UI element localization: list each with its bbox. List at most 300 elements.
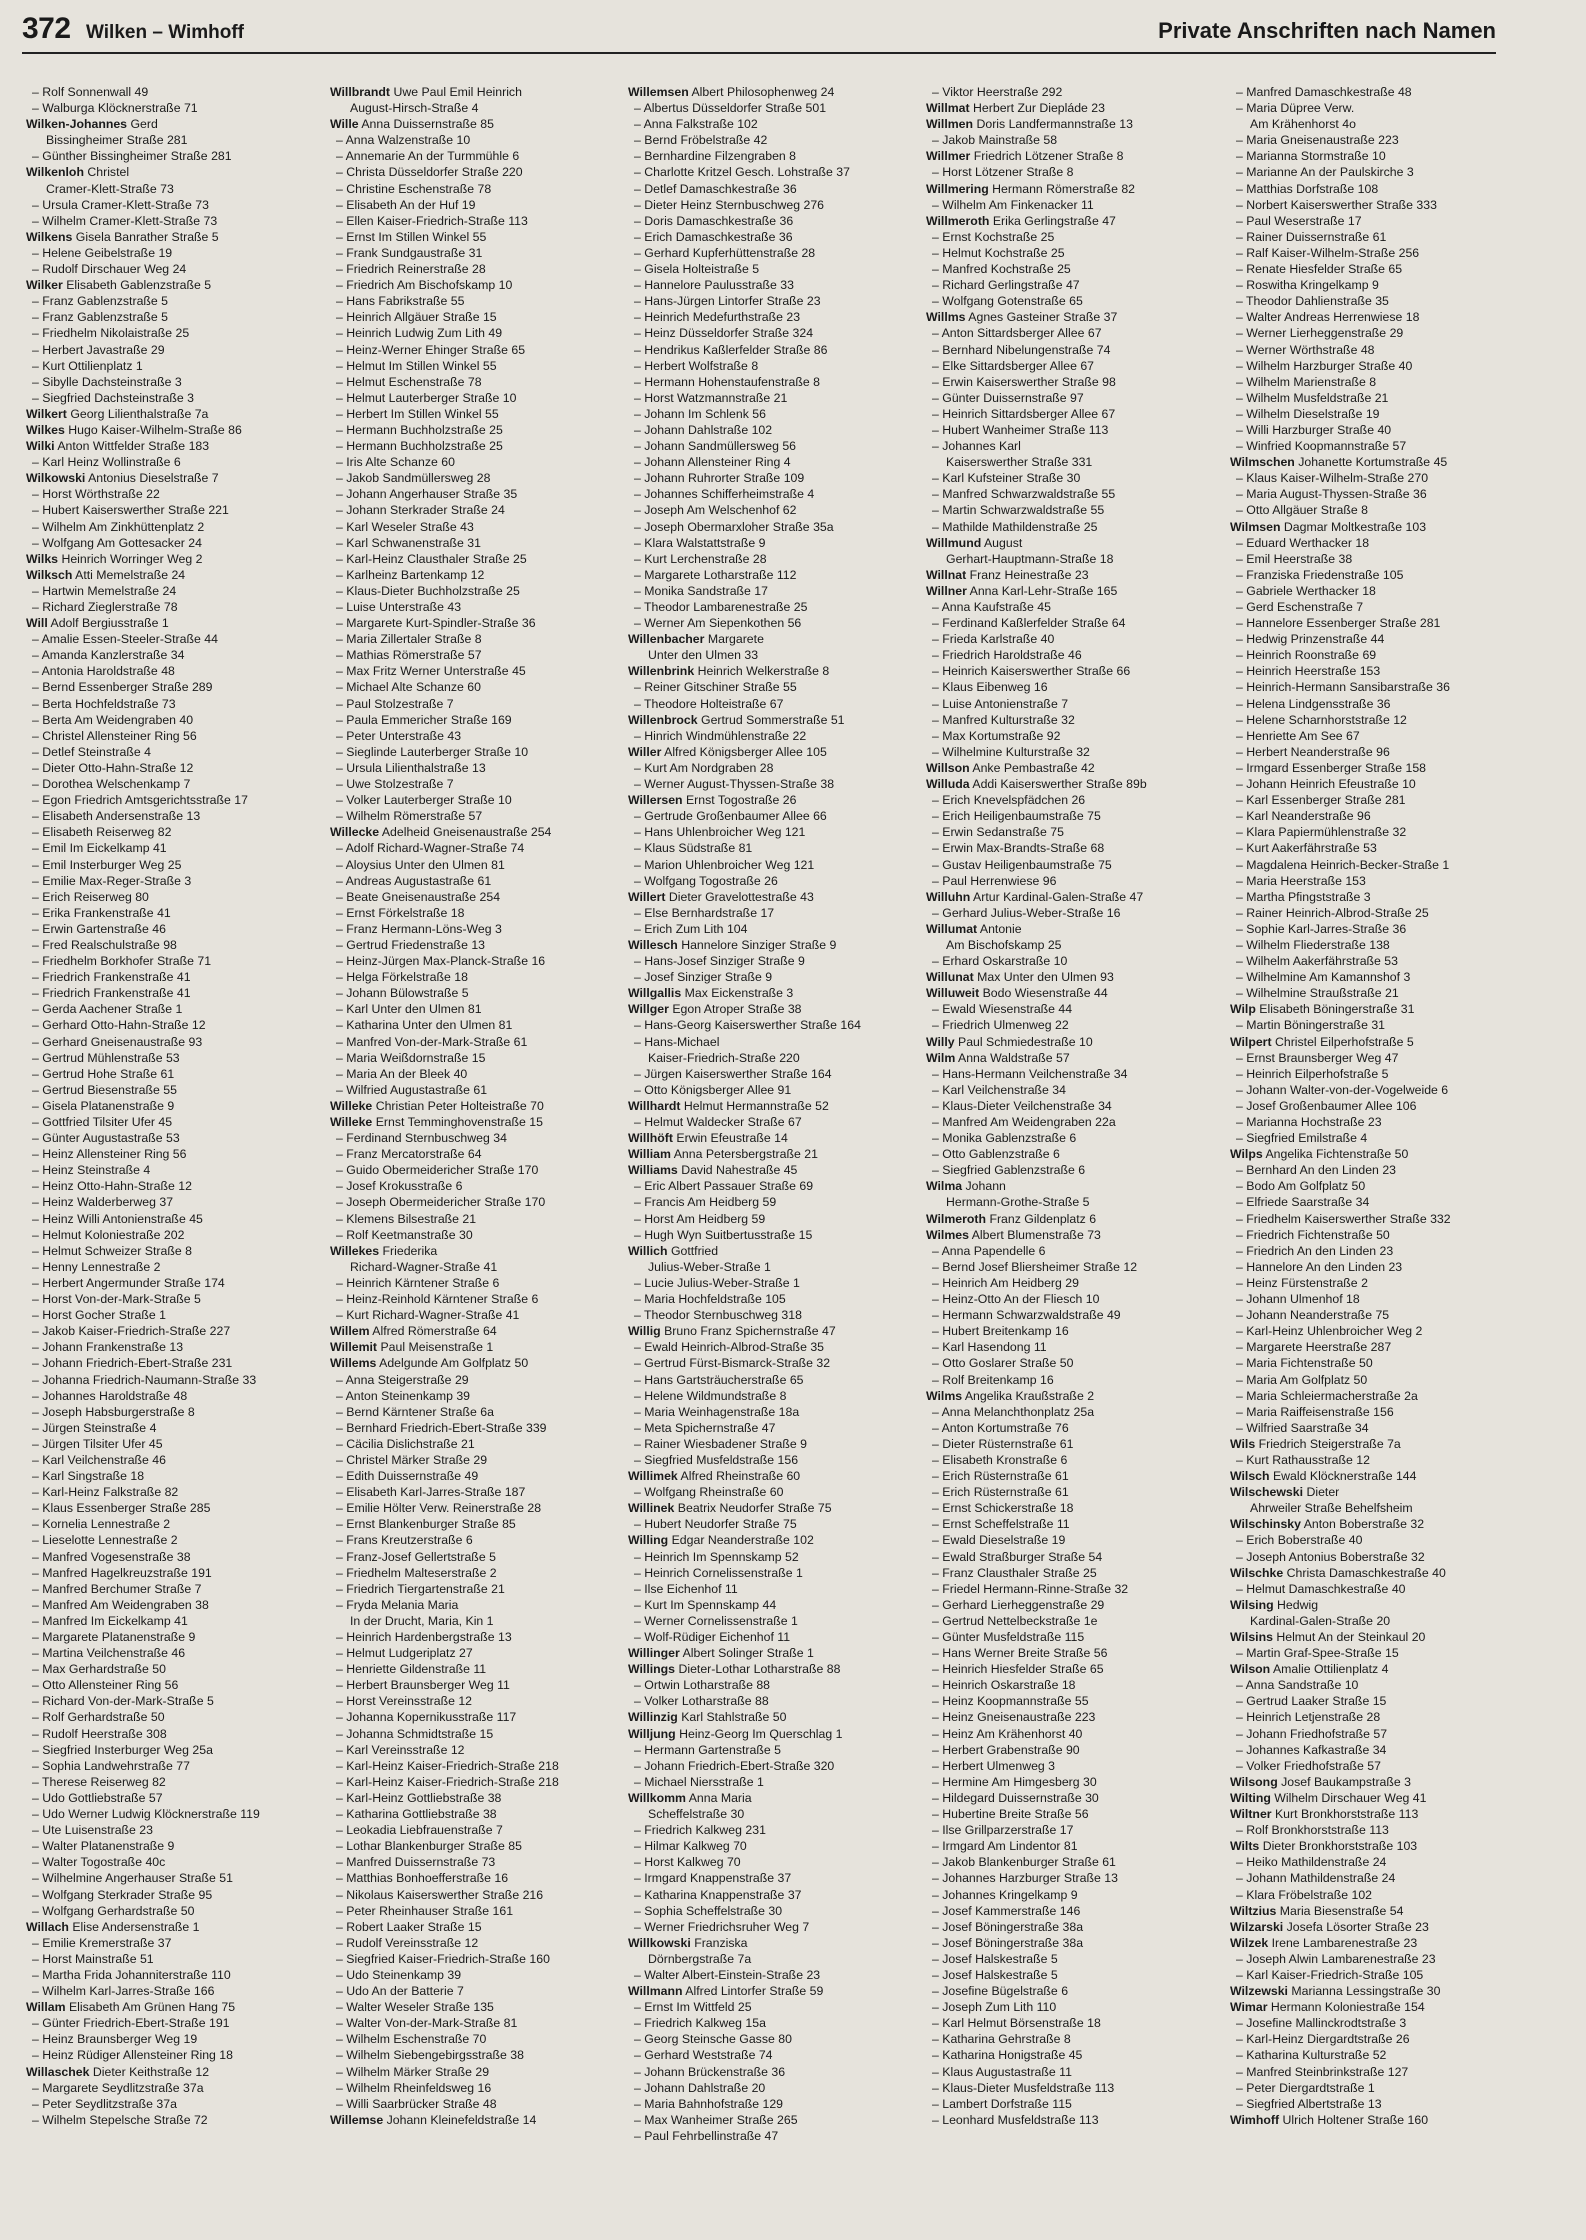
directory-entry xyxy=(628,2080,913,2096)
entry-text: – Richard Von-der-Mark-Straße 5 xyxy=(32,1694,214,1709)
directory-entry xyxy=(926,1790,1211,1806)
entry-text: – Günter Friedrich-Ebert-Straße 191 xyxy=(32,2016,230,2031)
entry-text: – Heinrich Heerstraße 153 xyxy=(1236,664,1381,679)
directory-entry xyxy=(1230,2047,1515,2063)
directory-entry xyxy=(926,631,1211,647)
entry-text: – Manfred Steinbrinkstraße 127 xyxy=(1236,2064,1409,2079)
entry-text: – Hans-Josef Sinziger Straße 9 xyxy=(634,954,805,969)
directory-entry xyxy=(1230,1565,1515,1581)
entry-text: – Hans Werner Breite Straße 56 xyxy=(932,1646,1108,1661)
entry-text: – Hermine Am Himgesberg 30 xyxy=(932,1774,1097,1789)
directory-entry xyxy=(1230,824,1515,840)
entry-text: – Hinrich Windmühlenstraße 22 xyxy=(634,728,807,743)
entry-text: Dörnbergstraße 7a xyxy=(648,1951,752,1966)
directory-entry xyxy=(1230,1259,1515,1275)
directory-entry xyxy=(926,2064,1211,2080)
directory-entry xyxy=(1230,1275,1515,1291)
entry-text: – Franz Mercatorstraße 64 xyxy=(336,1147,482,1162)
directory-entry xyxy=(628,164,913,180)
entry-text: – Therese Reiserweg 82 xyxy=(32,1774,166,1789)
entry-text: Dieter xyxy=(1306,1485,1340,1500)
directory-entry xyxy=(26,277,311,293)
entry-text: – Franz Gablenzstraße 5 xyxy=(32,310,169,325)
entry-text: – Kurt Lerchenstraße 28 xyxy=(634,551,767,566)
directory-entry xyxy=(26,1082,311,1098)
directory-entry xyxy=(628,905,913,921)
surname: Willy xyxy=(926,1034,955,1049)
directory-entry xyxy=(1230,1211,1515,1227)
entry-text: – Emilie Hölter Verw. Reinerstraße 28 xyxy=(336,1501,542,1516)
directory-entry xyxy=(330,470,615,486)
entry-text: – Herbert Wolfstraße 8 xyxy=(634,358,759,373)
entry-text: – Heinrich Kärntener Straße 6 xyxy=(336,1275,500,1290)
entry-text: – Gertrud Friedenstraße 13 xyxy=(336,937,485,952)
surname: Wimar xyxy=(1230,2000,1268,2015)
directory-entry xyxy=(926,1613,1211,1629)
directory-entry xyxy=(330,406,615,422)
directory-entry xyxy=(330,164,615,180)
directory-entry xyxy=(330,1870,615,1886)
directory-entry xyxy=(926,1597,1211,1613)
entry-text: – Hilmar Kalkweg 70 xyxy=(634,1839,747,1854)
directory-entry xyxy=(26,1017,311,1033)
entry-text: Paul Meisenstraße 1 xyxy=(380,1340,494,1355)
entry-text: – Gabriele Werthacker 18 xyxy=(1236,583,1376,598)
entry-text: – Franz Gablenzstraße 5 xyxy=(32,294,169,309)
entry-text: – Ute Luisenstraße 23 xyxy=(32,1823,153,1838)
entry-text: – Johann Dahlstraße 102 xyxy=(634,422,773,437)
entry-text: – Volker Lauterberger Straße 10 xyxy=(336,793,512,808)
entry-text: Heinrich Welkerstraße 8 xyxy=(697,664,830,679)
directory-entry xyxy=(26,406,311,422)
entry-text: – Gertrud Mühlenstraße 53 xyxy=(32,1050,180,1065)
directory-entry xyxy=(926,164,1211,180)
entry-text: – Frans Kreutzerstraße 6 xyxy=(336,1533,473,1548)
entry-text: – Johannes Kringelkamp 9 xyxy=(932,1887,1078,1902)
entry-text: – Horst Lötzener Straße 8 xyxy=(932,165,1074,180)
surname: Willinek xyxy=(628,1501,675,1516)
directory-entry xyxy=(628,1822,913,1838)
entry-text: – Johanna Friedrich-Naumann-Straße 33 xyxy=(32,1372,257,1387)
directory-entry xyxy=(1230,2031,1515,2047)
entry-text: – Rolf Gerhardstraße 50 xyxy=(32,1710,165,1725)
entry-text: – Katharina Honigstraße 45 xyxy=(932,2048,1083,2063)
entry-text: Richard-Wagner-Straße 41 xyxy=(350,1259,498,1274)
entry-text: – Elisabeth An der Huf 19 xyxy=(336,197,476,212)
directory-entry xyxy=(628,679,913,695)
entry-text: – Walter Togostraße 40c xyxy=(32,1855,166,1870)
directory-entry xyxy=(926,1452,1211,1468)
entry-text: – Adolf Richard-Wagner-Straße 74 xyxy=(336,841,525,856)
surname: Willinzig xyxy=(628,1710,678,1725)
entry-text: – Hermann Buchholzstraße 25 xyxy=(336,422,503,437)
entry-text: – Hartwin Memelstraße 24 xyxy=(32,583,177,598)
entry-text: – Karl-Heinz Gottliebstraße 38 xyxy=(336,1790,502,1805)
entry-text: – Klaus-Dieter Musfeldstraße 113 xyxy=(932,2080,1115,2095)
entry-text: – Wilhelm Aakerfährstraße 53 xyxy=(1236,954,1398,969)
entry-text: – Amanda Kanzlerstraße 34 xyxy=(32,648,185,663)
entry-text: – Manfred Schwarzwaldstraße 55 xyxy=(932,487,1116,502)
directory-entry xyxy=(926,197,1211,213)
directory-entry xyxy=(1230,873,1515,889)
surname: Willimek xyxy=(628,1469,678,1484)
directory-entry xyxy=(26,615,311,631)
entry-text: – Günter Musfeldstraße 115 xyxy=(932,1630,1085,1644)
entry-text: – Siegfried Gablenzstraße 6 xyxy=(932,1163,1086,1178)
entry-text: – Beate Gneisenaustraße 254 xyxy=(336,889,501,904)
entry-text: – Wolf-Rüdiger Eichenhof 11 xyxy=(634,1630,791,1644)
directory-entry xyxy=(1230,1114,1515,1130)
entry-text: Johann Kleinefeldstraße 14 xyxy=(386,2112,537,2127)
directory-entry xyxy=(330,1194,615,1210)
entry-text: – Johann Sterkrader Straße 24 xyxy=(336,503,505,518)
directory-entry xyxy=(926,583,1211,599)
directory-entry xyxy=(628,1050,913,1066)
entry-text: – Christa Düsseldorfer Straße 220 xyxy=(336,165,523,180)
entry-text: – Johannes Haroldstraße 48 xyxy=(32,1388,188,1403)
directory-entry xyxy=(26,1372,311,1388)
entry-text: – Heinz Walderberweg 37 xyxy=(32,1195,174,1210)
directory-entry xyxy=(1230,1066,1515,1082)
directory-entry xyxy=(330,728,615,744)
surname: Willer xyxy=(628,744,662,759)
directory-entry xyxy=(26,696,311,712)
surname: Willig xyxy=(628,1324,661,1339)
surname: Willger xyxy=(628,1002,669,1017)
directory-entry xyxy=(926,213,1211,229)
entry-text: – Ilse Eichenhof 11 xyxy=(634,1581,738,1596)
directory-entry xyxy=(26,1516,311,1532)
entry-text: – Detlef Steinstraße 4 xyxy=(32,744,151,759)
directory-entry xyxy=(926,502,1211,518)
directory-entry xyxy=(330,309,615,325)
directory-entry xyxy=(926,1500,1211,1516)
directory-entry xyxy=(330,1098,615,1114)
entry-text: – Heinrich Hardenbergstraße 13 xyxy=(336,1630,512,1644)
entry-text: – Christel Märker Straße 29 xyxy=(336,1452,488,1467)
entry-text: – Joseph Obermeidericher Straße 170 xyxy=(336,1195,546,1210)
directory-entry xyxy=(1230,1919,1515,1935)
directory-entry xyxy=(628,1194,913,1210)
directory-entry xyxy=(26,1211,311,1227)
directory-entry xyxy=(926,309,1211,325)
entry-text: – Karl Neanderstraße 96 xyxy=(1236,809,1371,824)
directory-entry xyxy=(628,1677,913,1693)
directory-entry xyxy=(628,712,913,728)
entry-text: – Wilhelm Rheinfeldsweg 16 xyxy=(336,2080,492,2095)
directory-entry xyxy=(926,1050,1211,1066)
directory-entry xyxy=(628,2015,913,2031)
directory-entry xyxy=(1230,197,1515,213)
entry-text: – Manfred Kochstraße 25 xyxy=(932,262,1071,277)
entry-text: – Ewald Straßburger Straße 54 xyxy=(932,1549,1103,1564)
directory-entry xyxy=(1230,1372,1515,1388)
entry-text: – Georg Steinsche Gasse 80 xyxy=(634,2032,792,2047)
entry-text: Anna Maria xyxy=(688,1790,752,1805)
entry-text: – Ewald Dieselstraße 19 xyxy=(932,1533,1066,1548)
entry-text: – Josef Böningerstraße 38a xyxy=(932,1919,1084,1934)
directory-entry xyxy=(926,422,1211,438)
entry-text: – Heinz Otto-Hahn-Straße 12 xyxy=(32,1179,192,1194)
entry-text: – Martin Schwarzwaldstraße 55 xyxy=(932,503,1105,518)
entry-text: – Heinz Allensteiner Ring 56 xyxy=(32,1147,187,1162)
surname: Wilzarski xyxy=(1230,1919,1284,1934)
entry-text: – Klaus Südstraße 81 xyxy=(634,841,753,856)
entry-text: – Karl-Heinz Kaiser-Friedrich-Straße 218 xyxy=(336,1774,559,1789)
directory-entry xyxy=(926,1967,1211,1983)
directory-entry xyxy=(26,1034,311,1050)
directory-entry xyxy=(926,1726,1211,1742)
directory-entry xyxy=(1230,921,1515,937)
entry-text: – Kurt Richard-Wagner-Straße 41 xyxy=(336,1308,520,1323)
entry-text: Elisabeth Böningerstraße 31 xyxy=(1259,1002,1415,1017)
directory-entry xyxy=(26,808,311,824)
directory-entry xyxy=(330,213,615,229)
entry-text: – Wilhelm Marienstraße 8 xyxy=(1236,374,1377,389)
entry-text: Ahrweiler Straße Behelfsheim xyxy=(1250,1501,1413,1516)
surname: Wilma xyxy=(926,1179,963,1194)
directory-entry xyxy=(1230,1951,1515,1967)
directory-entry xyxy=(26,1339,311,1355)
directory-entry xyxy=(628,1130,913,1146)
entry-text: Friedrich Lötzener Straße 8 xyxy=(973,149,1124,164)
directory-entry xyxy=(330,1066,615,1082)
directory-entry xyxy=(628,1742,913,1758)
directory-entry xyxy=(1230,631,1515,647)
directory-entry xyxy=(1230,1661,1515,1677)
surname: Wilsing xyxy=(1230,1597,1274,1612)
entry-text: – Ewald Wiesenstraße 44 xyxy=(932,1002,1073,1017)
entry-text: Friedrich Steigerstraße 7a xyxy=(1258,1436,1401,1451)
directory-entry xyxy=(628,1323,913,1339)
entry-text: Doris Landfermannstraße 13 xyxy=(976,117,1133,132)
directory-entry xyxy=(926,470,1211,486)
directory-entry xyxy=(26,213,311,229)
directory-entry xyxy=(926,229,1211,245)
entry-text: – Elke Sittardsberger Allee 67 xyxy=(932,358,1095,373)
directory-entry xyxy=(26,1806,311,1822)
entry-text: – Johann Heinrich Efeustraße 10 xyxy=(1236,777,1416,792)
directory-entry xyxy=(926,1211,1211,1227)
directory-entry xyxy=(628,1629,913,1645)
entry-text: – Edith Duissernstraße 49 xyxy=(336,1469,479,1484)
directory-entry xyxy=(628,857,913,873)
directory-entry xyxy=(926,567,1211,583)
entry-text: – Friedhelm Malteserstraße 2 xyxy=(336,1565,497,1580)
directory-entry xyxy=(1230,696,1515,712)
entry-text: – Ernst Schickerstraße 18 xyxy=(932,1501,1074,1516)
entry-text: Max Unter den Ulmen 93 xyxy=(977,970,1114,985)
entry-text: – Maria Weinhagenstraße 18a xyxy=(634,1404,800,1419)
entry-text: – Johann Angerhauser Straße 35 xyxy=(336,487,518,502)
entry-text: – Walter Von-der-Mark-Straße 81 xyxy=(336,2016,518,2031)
entry-text: – Sophia Scheffelstraße 30 xyxy=(634,1903,783,1918)
directory-entry xyxy=(1230,1597,1515,1613)
directory-entry xyxy=(1230,454,1515,470)
entry-text: Friederika xyxy=(382,1243,438,1258)
entry-text: – Heinrich Medefurthstraße 23 xyxy=(634,310,801,325)
directory-entry xyxy=(26,1742,311,1758)
directory-entry xyxy=(26,309,311,325)
directory-entry xyxy=(330,116,615,132)
directory-entry xyxy=(26,1227,311,1243)
entry-text: – Irmgard Knappenstraße 37 xyxy=(634,1871,792,1886)
column-1 xyxy=(26,84,311,2128)
entry-text: – Dieter Rüsternstraße 61 xyxy=(932,1436,1074,1451)
entry-text: – Manfred Hagelkreuzstraße 191 xyxy=(32,1565,212,1580)
entry-text: – Heinrich Hiesfelder Straße 65 xyxy=(932,1662,1104,1677)
entry-text: Angelika Kraußstraße 2 xyxy=(964,1388,1095,1403)
directory-entry xyxy=(628,1951,913,1967)
entry-text: – Karl Weseler Straße 43 xyxy=(336,519,474,534)
directory-entry xyxy=(628,1919,913,1935)
directory-entry xyxy=(330,1323,615,1339)
entry-text: – Heinz-Otto An der Fliesch 10 xyxy=(932,1292,1100,1307)
surname: Wilschke xyxy=(1230,1565,1284,1580)
entry-text: – Maria Weißdornstraße 15 xyxy=(336,1050,486,1065)
surname: Willuhn xyxy=(926,889,971,904)
directory-entry xyxy=(26,647,311,663)
directory-entry xyxy=(628,325,913,341)
entry-text: – Manfred Duissernstraße 73 xyxy=(336,1855,496,1870)
entry-text: – Anna Melanchthonplatz 25a xyxy=(932,1404,1095,1419)
entry-text: – Josef Böningerstraße 38a xyxy=(932,1935,1084,1950)
directory-entry xyxy=(26,792,311,808)
directory-entry xyxy=(26,470,311,486)
directory-entry xyxy=(1230,905,1515,921)
directory-entry xyxy=(330,1017,615,1033)
entry-text: – Andreas Augustastraße 61 xyxy=(336,873,492,888)
entry-text: – Heinrich Roonstraße 69 xyxy=(1236,648,1377,663)
entry-text: – Rolf Breitenkamp 16 xyxy=(932,1372,1054,1387)
entry-text: – Hans Gartsträucherstraße 65 xyxy=(634,1372,804,1387)
directory-entry xyxy=(1230,663,1515,679)
entry-text: – Gisela Platanenstraße 9 xyxy=(32,1098,175,1113)
entry-text: – Karl Vereinsstraße 12 xyxy=(336,1742,465,1757)
entry-text: – Wolfgang Togostraße 26 xyxy=(634,873,778,888)
entry-text: – Horst Vereinsstraße 12 xyxy=(336,1694,473,1709)
surname: Willmat xyxy=(926,101,970,116)
directory-entry xyxy=(1230,1677,1515,1693)
entry-text: – Hans-Hermann Veilchenstraße 34 xyxy=(932,1066,1128,1081)
directory-entry xyxy=(26,2112,311,2128)
surname: Willem xyxy=(330,1324,370,1339)
surname: Wilzek xyxy=(1230,1935,1269,1950)
directory-entry xyxy=(628,2112,913,2128)
directory-entry xyxy=(628,1645,913,1661)
directory-entry xyxy=(1230,470,1515,486)
entry-text: – Günter Duissernstraße 97 xyxy=(932,390,1084,405)
directory-entry xyxy=(628,1001,913,1017)
entry-text: – Hedwig Prinzenstraße 44 xyxy=(1236,632,1385,647)
directory-entry xyxy=(1230,309,1515,325)
entry-text: – Marion Uhlenbroicher Weg 121 xyxy=(634,857,815,872)
directory-entry xyxy=(926,1355,1211,1371)
surname: Willenbrock xyxy=(628,712,698,727)
entry-text: – Klemens Bilsestraße 21 xyxy=(336,1211,477,1226)
directory-entry xyxy=(26,1050,311,1066)
directory-entry xyxy=(330,1613,615,1629)
directory-entry xyxy=(1230,1098,1515,1114)
entry-text: Ewald Klöcknerstraße 144 xyxy=(1272,1469,1417,1484)
entry-text: – Jürgen Kaiserswerther Straße 164 xyxy=(634,1066,832,1081)
surname: Willings xyxy=(628,1662,676,1677)
directory-entry xyxy=(26,1983,311,1999)
directory-entry xyxy=(1230,1291,1515,1307)
entry-text: – Manfred Im Eickelkamp 41 xyxy=(32,1613,188,1628)
entry-text: – Willi Saarbrücker Straße 48 xyxy=(336,2096,497,2111)
directory-entry xyxy=(1230,1484,1515,1500)
entry-text: – Frank Sundgaustraße 31 xyxy=(336,245,483,260)
entry-text: Artur Kardinal-Galen-Straße 47 xyxy=(973,889,1144,904)
entry-text: – Siegfried Kaiser-Friedrich-Straße 160 xyxy=(336,1951,550,1966)
entry-text: – Margarete Lotharstraße 112 xyxy=(634,567,797,582)
directory-entry xyxy=(330,84,615,100)
directory-entry xyxy=(1230,84,1515,100)
directory-entry xyxy=(330,390,615,406)
directory-entry xyxy=(330,1645,615,1661)
entry-text: – Johann Sandmüllersweg 56 xyxy=(634,439,797,454)
directory-entry xyxy=(926,535,1211,551)
entry-text: – Walter Platanenstraße 9 xyxy=(32,1839,175,1854)
surname: Willbrandt xyxy=(330,85,391,99)
entry-text: – Manfred Am Weidengraben 22a xyxy=(932,1115,1116,1129)
entry-text: – Friedrich Ulmenweg 22 xyxy=(932,1018,1069,1033)
directory-entry xyxy=(1230,1420,1515,1436)
directory-entry xyxy=(26,1967,311,1983)
directory-entry xyxy=(926,1677,1211,1693)
entry-text: – Hermann Schwarzwaldstraße 49 xyxy=(932,1308,1121,1323)
directory-entry xyxy=(330,873,615,889)
directory-entry xyxy=(26,358,311,374)
entry-text: – Marianna Stormstraße 10 xyxy=(1236,149,1386,164)
entry-text: Kaiser-Friedrich-Straße 220 xyxy=(648,1050,800,1065)
entry-text: – Wilhelmine Am Kamannshof 3 xyxy=(1236,970,1411,985)
entry-text: Ernst Temminghovenstraße 15 xyxy=(375,1115,543,1129)
directory-entry xyxy=(926,181,1211,197)
directory-entry xyxy=(26,728,311,744)
entry-text: – Sieglinde Lauterberger Straße 10 xyxy=(336,744,529,759)
entry-text: – Heinrich Allgäuer Straße 15 xyxy=(336,310,497,325)
directory-entry xyxy=(330,776,615,792)
entry-text: – Eduard Werthacker 18 xyxy=(1236,535,1370,550)
directory-entry xyxy=(628,1034,913,1050)
entry-text: – Klaus Essenberger Straße 285 xyxy=(32,1501,211,1516)
entry-text: Erwin Efeustraße 14 xyxy=(676,1131,788,1146)
directory-entry xyxy=(26,1178,311,1194)
entry-text: Bodo Wiesenstraße 44 xyxy=(982,986,1108,1001)
entry-text: – Herbert Javastraße 29 xyxy=(32,342,165,357)
entry-text: Christel xyxy=(87,165,130,180)
entry-text: Dieter Bronkhorststraße 103 xyxy=(1262,1839,1418,1854)
directory-entry xyxy=(628,148,913,164)
entry-text: – Jakob Blankenburger Straße 61 xyxy=(932,1855,1116,1870)
directory-entry xyxy=(1230,953,1515,969)
directory-entry xyxy=(926,1420,1211,1436)
directory-entry xyxy=(26,857,311,873)
entry-text: – Heinrich Letjenstraße 28 xyxy=(1236,1710,1381,1725)
directory-entry xyxy=(926,2031,1211,2047)
directory-entry xyxy=(26,100,311,116)
directory-entry xyxy=(330,1822,615,1838)
entry-text: – Friedrich Frankenstraße 41 xyxy=(32,970,191,985)
directory-entry xyxy=(926,599,1211,615)
entry-text: – Franziska Friedenstraße 105 xyxy=(1236,567,1404,582)
directory-entry xyxy=(926,937,1211,953)
surname: Wilsins xyxy=(1230,1630,1273,1644)
entry-text: – Lieselotte Lennestraße 2 xyxy=(32,1533,178,1548)
entry-text: – Werner Friedrichsruher Weg 7 xyxy=(634,1919,810,1934)
